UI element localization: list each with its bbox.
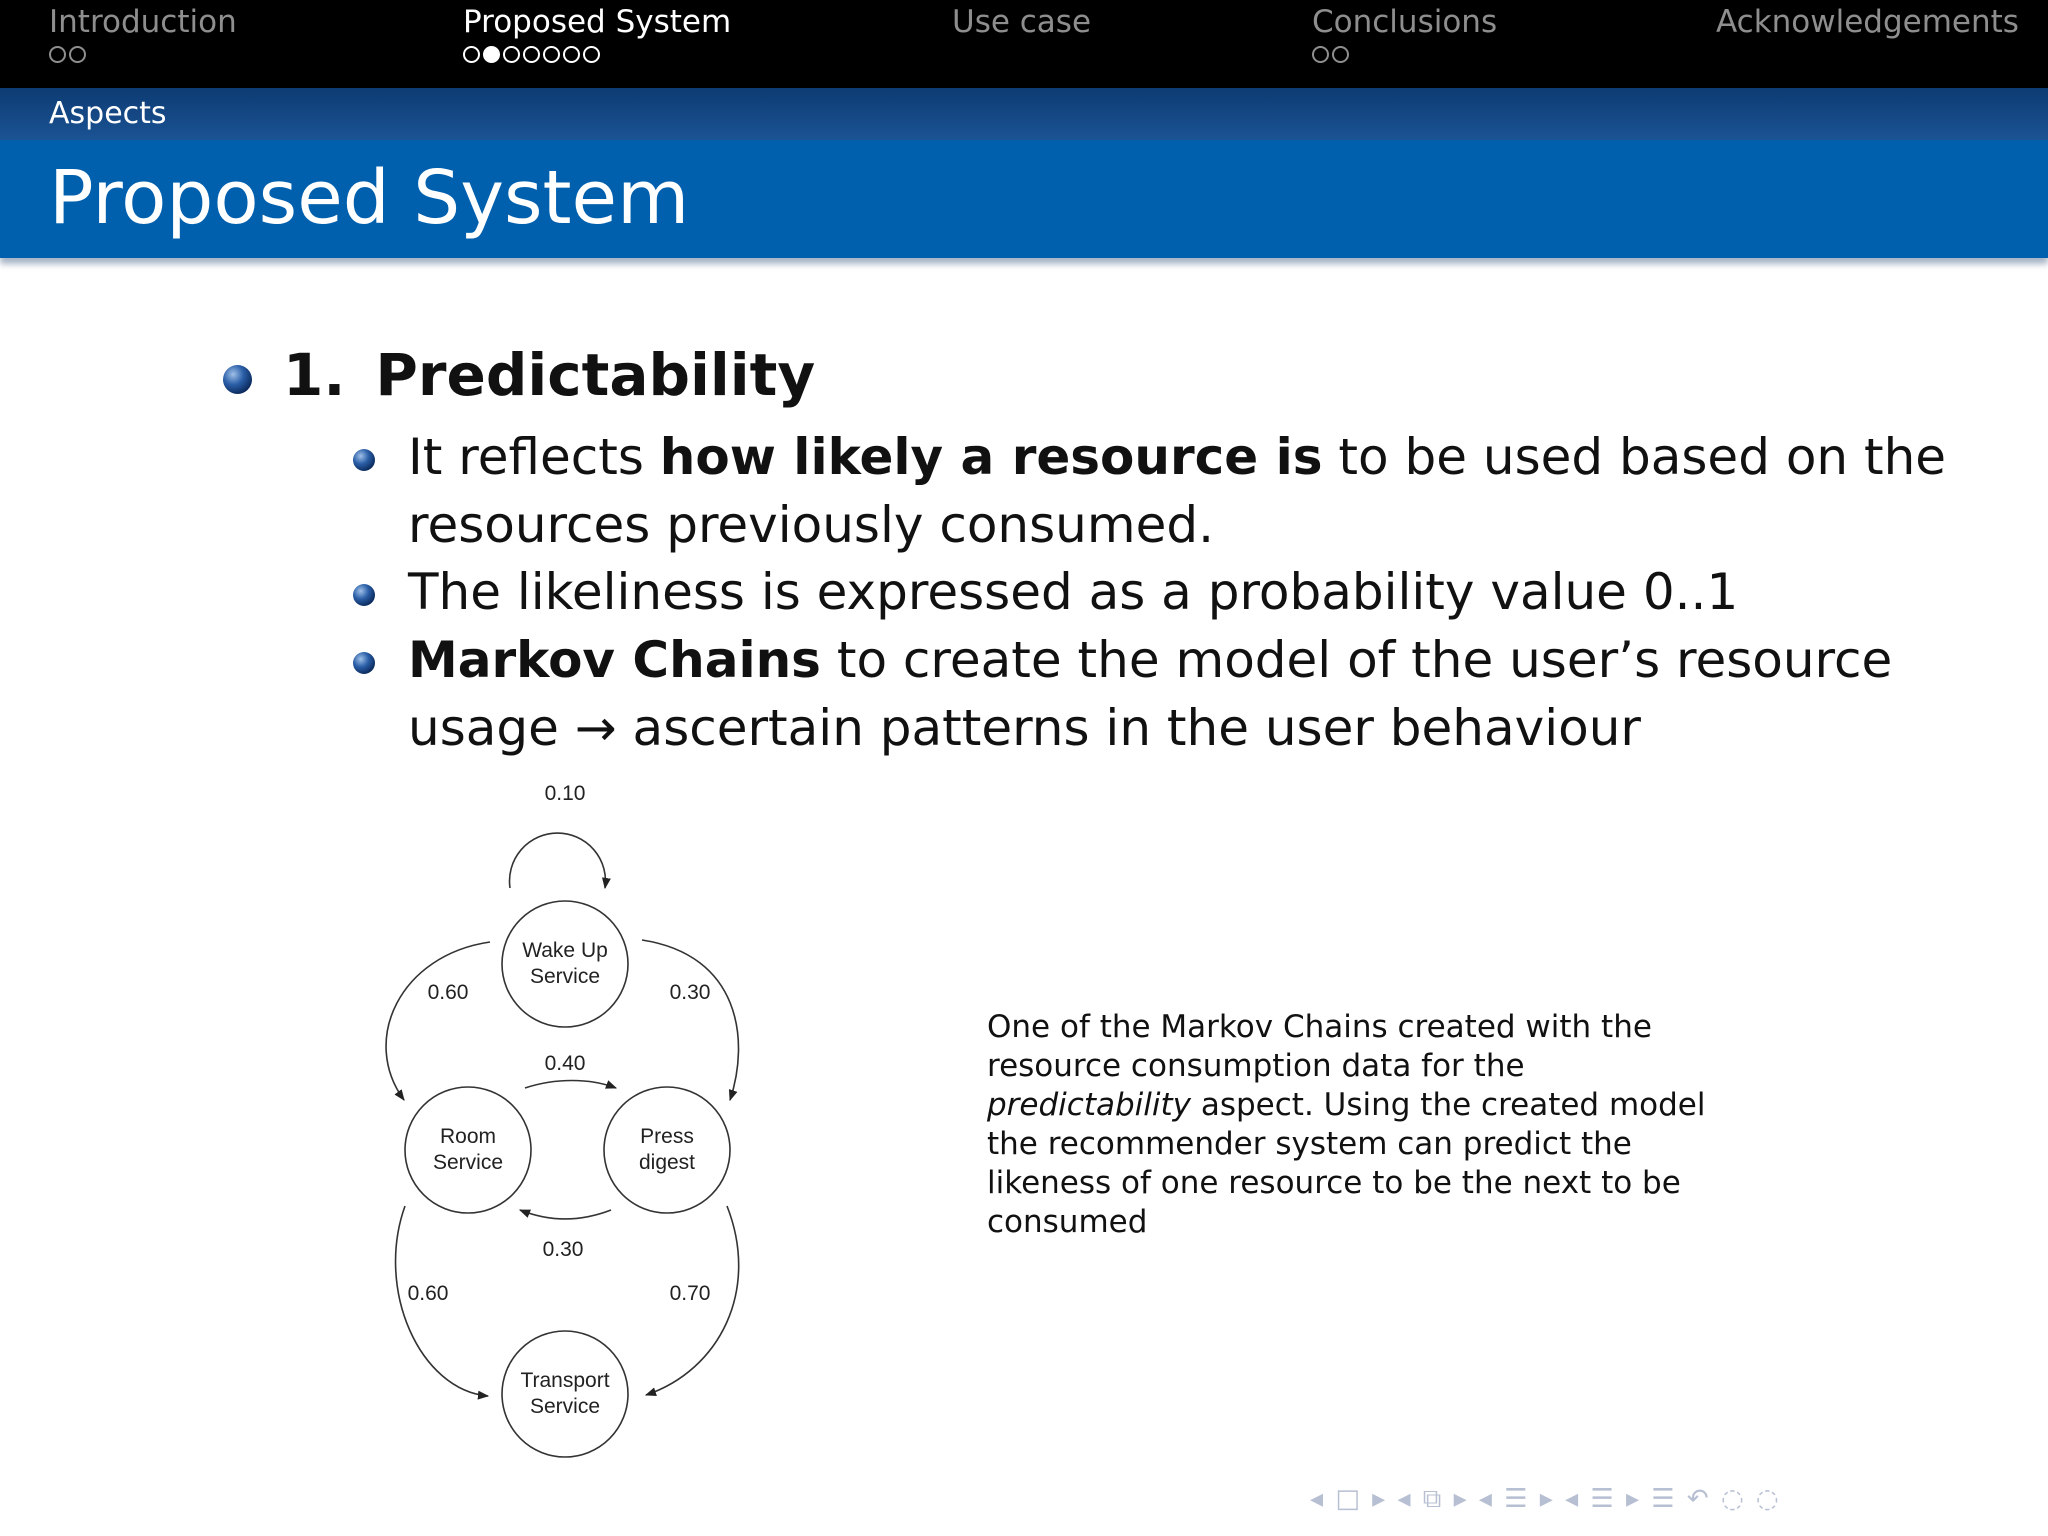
main-item-number: 1. (283, 341, 346, 409)
bullet-ball-icon (353, 449, 375, 471)
caption-text: One of the Markov Chains created with the resource consumption data for the (987, 1009, 1652, 1084)
bullet-bold-text: how likely a resource is (659, 428, 1323, 486)
node-label: Room (439, 1125, 497, 1148)
node-press-digest (604, 1087, 730, 1213)
edge-wake-press (642, 940, 739, 1100)
bullet-text: to create the model of the user’s resource (820, 631, 1893, 689)
section-navigation-bar (0, 0, 2048, 88)
beamer-navigation-symbols[interactable]: ◂ □ ▸ ◂ ⧉ ▸ ◂ ☰ ▸ ◂ ☰ ▸ ☰ ↶ ◌ ◌ (1310, 1484, 1781, 1514)
diagram-caption (987, 1008, 1727, 1242)
edge-label: 0.30 (669, 981, 711, 1004)
edge-label: 0.60 (407, 1282, 449, 1305)
bullet-bold-text: Markov Chains (408, 631, 821, 689)
bullet-line: resources previously consumed. (408, 496, 1214, 554)
slide-dot[interactable] (583, 46, 600, 63)
bullet-ball-icon (353, 652, 375, 674)
slide-dot[interactable] (503, 46, 520, 63)
nav-section-use-case[interactable] (952, 0, 1091, 46)
slide-dot[interactable] (69, 46, 86, 63)
caption-italic-text: predictability (987, 1087, 1191, 1123)
node-label: Service (529, 1395, 601, 1418)
nav-slide-dots (1312, 46, 1497, 63)
node-label: Transport (520, 1369, 610, 1392)
nav-slide-dots (463, 46, 731, 63)
markov-chain-diagram (360, 770, 780, 1470)
edge-wake-self (510, 833, 606, 888)
edge-wake-room (386, 942, 490, 1100)
nav-section-title[interactable]: Use case (952, 4, 1092, 40)
nav-section-title[interactable]: Acknowledgements (1716, 4, 2019, 40)
node-label: Wake Up (522, 939, 608, 962)
node-label: Press (640, 1125, 694, 1148)
bullet-line (408, 626, 1892, 694)
slide-dot[interactable] (1332, 46, 1349, 63)
nav-section-title[interactable]: Conclusions (1312, 4, 1498, 40)
bullet-line (408, 558, 1738, 626)
subsection-title[interactable]: Aspects (49, 96, 167, 131)
bullet-text: to be used based on the (1322, 428, 1947, 486)
slide-dot[interactable] (563, 46, 580, 63)
current-slide-dot[interactable] (483, 46, 500, 63)
node-label: Service (432, 1151, 504, 1174)
bullet-line (408, 423, 1946, 491)
bullet-line: usage → ascertain patterns in the user behaviour (408, 699, 1641, 757)
node-label: digest (638, 1151, 696, 1174)
edge-press-room (520, 1210, 611, 1219)
bullet-ball-icon (223, 365, 252, 394)
node-wake-up-service (502, 901, 628, 1027)
nav-section-conclusions[interactable] (1312, 0, 1497, 63)
node-transport-service (502, 1331, 628, 1457)
nav-section-proposed-system[interactable] (463, 0, 731, 63)
slide-dot[interactable] (523, 46, 540, 63)
frame-title: Proposed System (49, 155, 690, 241)
slide-dot[interactable] (463, 46, 480, 63)
nav-section-title[interactable]: Proposed System (463, 4, 732, 40)
bullet-text: The likeliness is expressed as a probability value 0..1 (408, 563, 1739, 621)
bullet-item-2 (408, 558, 1738, 626)
bullet-ball-icon (353, 584, 375, 606)
bullet-text: It reflects (408, 428, 660, 486)
edge-room-press (525, 1081, 616, 1089)
nav-slide-dots (49, 46, 237, 63)
nav-section-introduction[interactable] (49, 0, 237, 63)
node-room-service (405, 1087, 531, 1213)
bullet-item-3 (408, 626, 1892, 762)
edge-label: 0.30 (542, 1238, 584, 1261)
slide-dot[interactable] (543, 46, 560, 63)
slide-dot[interactable] (1312, 46, 1329, 63)
nav-section-title[interactable]: Introduction (49, 4, 237, 40)
edge-label: 0.70 (669, 1282, 711, 1305)
caption-text: aspect. Using the created model the recommender system can predict the likeness of one resource to be the next to be consumed (987, 1087, 1706, 1240)
node-label: Service (529, 965, 601, 988)
subsection-bar (0, 88, 2048, 140)
edge-label: 0.60 (427, 981, 469, 1004)
main-item (283, 340, 815, 410)
slide-dot[interactable] (49, 46, 66, 63)
main-item-title: Predictability (375, 341, 816, 409)
edge-label: 0.40 (544, 1052, 586, 1075)
edge-label: 0.10 (544, 782, 586, 805)
frame-title-bar (0, 140, 2048, 258)
nav-section-acknowledgements[interactable] (1716, 0, 2019, 46)
bullet-item-1 (408, 423, 1946, 559)
